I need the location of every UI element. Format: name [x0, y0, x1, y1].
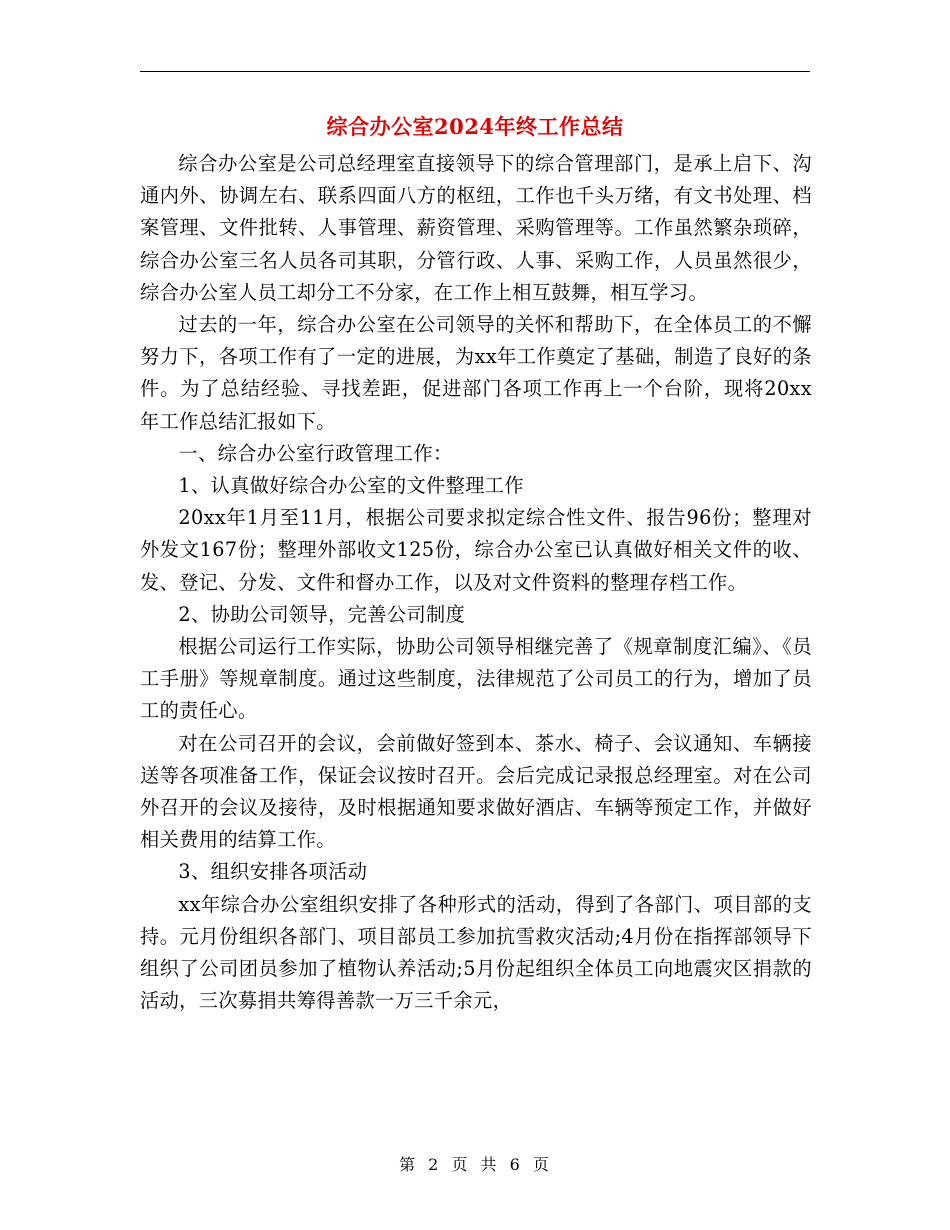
paragraph-intro: 综合办公室是公司总经理室直接领导下的综合管理部门，是承上启下、沟通内外、协调左右、联系四面八方的枢纽，工作也千头万绪，有文书处理、档案管理、文件批转、人事管理、薪资管理、采购管理等。工作虽然繁杂琐碎，综合办公室三名人员各司其职，分管行政、人事、采购工作，人员虽然很少，综合办公室人员工却分工不分家，在工作上相互鼓舞，相互学习。: [140, 152, 812, 304]
header-rule: [140, 71, 810, 72]
subheading-company-rules: 2、协助公司领导，完善公司制度: [178, 602, 466, 626]
page-number: 第 2 页 共 6 页: [399, 1155, 551, 1174]
document-body: [140, 148, 812, 1017]
subheading-activities: 3、组织安排各项活动: [178, 860, 368, 884]
subheading-file-management: 1、认真做好综合办公室的文件整理工作: [178, 474, 524, 498]
document-title: 综合办公室2024年终工作总结: [326, 114, 624, 139]
paragraph-file-management: 20xx年1月至11月，根据公司要求拟定综合性文件、报告96份；整理对外发文167份；整理外部收文125份，综合办公室已认真做好相关文件的收、发、登记、分发、文件和督办工作，以及对文件资料的整理存档工作。: [140, 506, 812, 594]
paragraph-meetings: 对在公司召开的会议，会前做好签到本、茶水、椅子、会议通知、车辆接送等各项准备工作，保证会议按时召开。会后完成记录报总经理室。对在公司外召开的会议及接待，及时根据通知要求做好酒店、车辆等预定工作，并做好相关费用的结算工作。: [140, 731, 812, 852]
section-heading-admin: 一、综合办公室行政管理工作：: [178, 441, 453, 465]
paragraph-overview: 过去的一年，综合办公室在公司领导的关怀和帮助下，在全体员工的不懈努力下，各项工作有了一定的进展，为xx年工作奠定了基础，制造了良好的条件。为了总结经验、寻找差距，促进部门各项工作再上一个台阶，现将20xx年工作总结汇报如下。: [140, 313, 812, 433]
paragraph-activities: xx年综合办公室组织安排了各种形式的活动，得到了各部门、项目部的支持。元月份组织各部门、项目部员工参加抗雪救灾活动;4月份在指挥部领导下组织了公司团员参加了植物认养活动;5月份起组织全体员工向地震灾区捐款的活动，三次募捐共筹得善款一万三千余元，: [140, 892, 812, 1013]
paragraph-company-rules: 根据公司运行工作实际，协助公司领导相继完善了《规章制度汇编》、《员工手册》等规章制度。通过这些制度，法律规范了公司员工的行为，增加了员工的责任心。: [140, 635, 812, 723]
